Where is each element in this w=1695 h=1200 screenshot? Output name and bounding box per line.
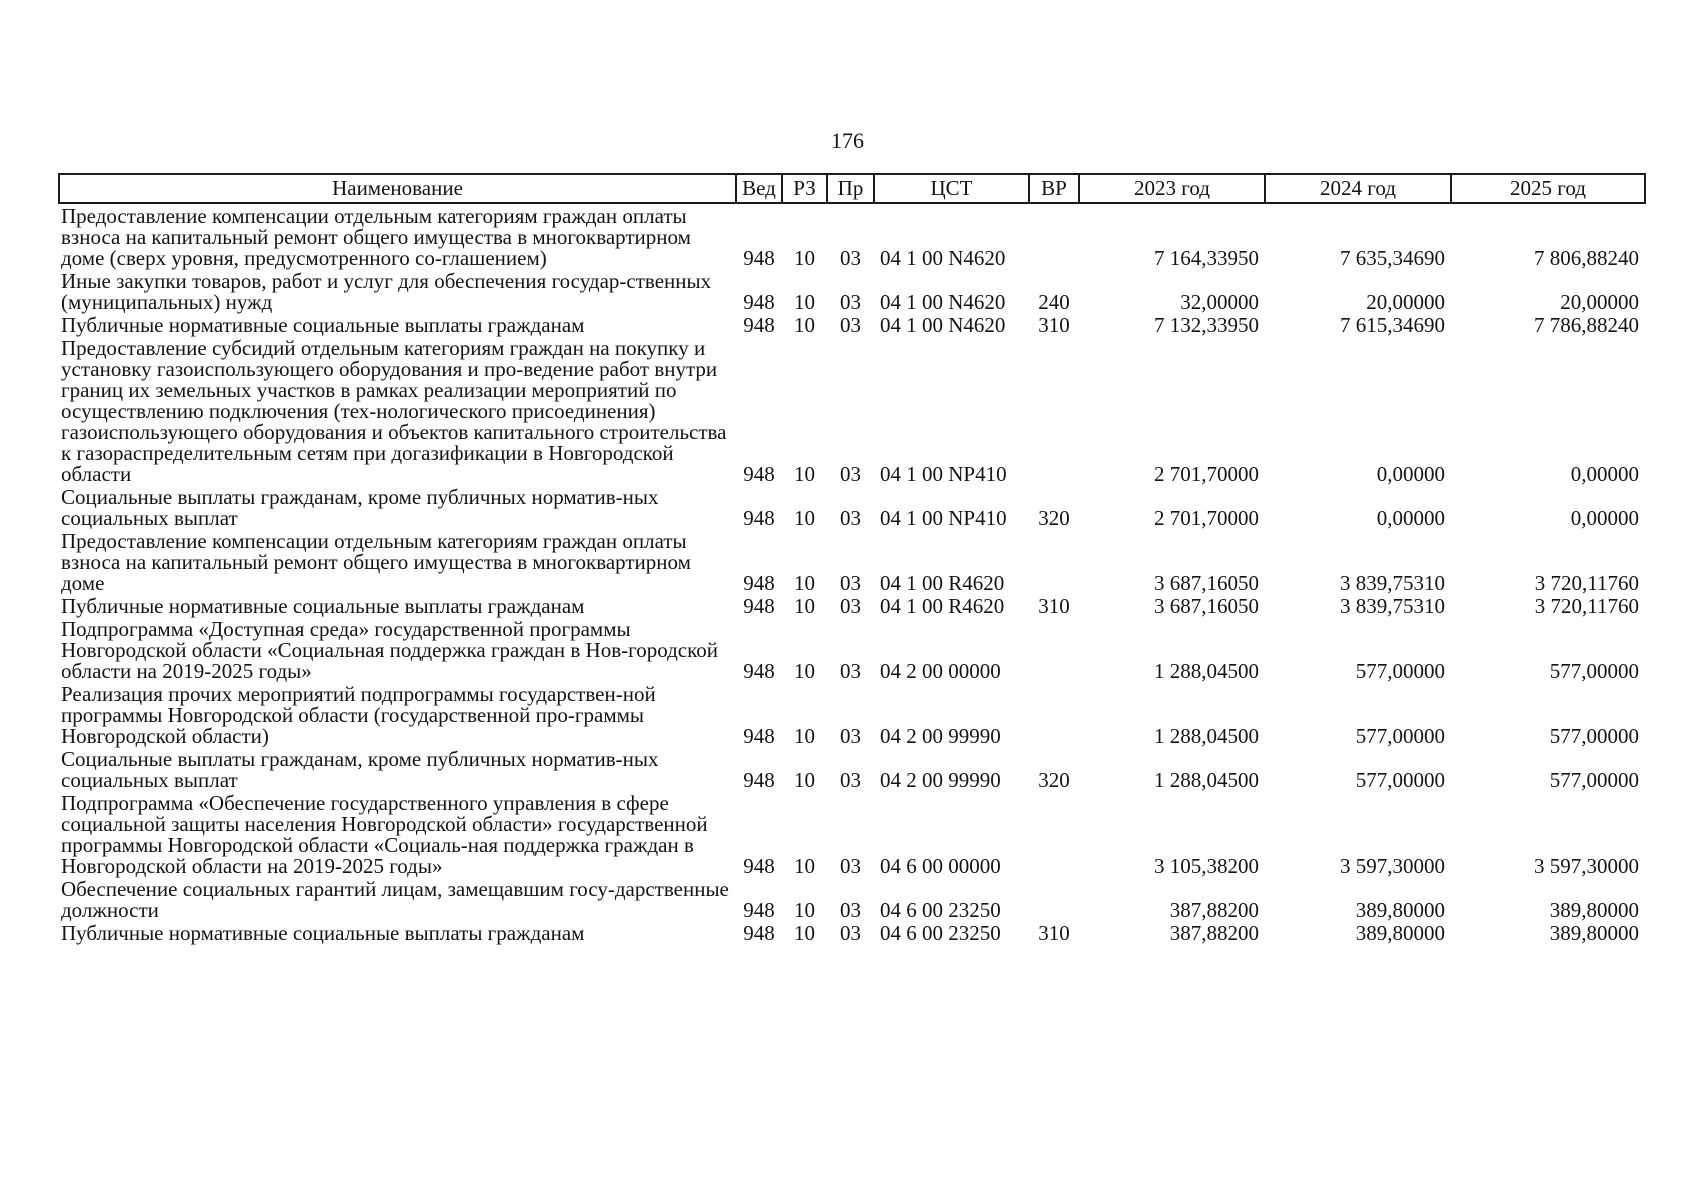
row-ved: 948 bbox=[743, 724, 775, 748]
row-ved: 948 bbox=[743, 898, 775, 922]
row-value-2025: 0,00000 bbox=[1570, 506, 1639, 530]
row-cst: 04 1 00 NP410 bbox=[880, 506, 1007, 530]
row-name: Социальные выплаты гражданам, кроме публичных норматив-ных социальных выплат bbox=[61, 747, 659, 792]
row-rz: 10 bbox=[794, 854, 815, 878]
row-cst: 04 1 00 N4620 bbox=[880, 313, 1006, 337]
row-value-2025: 577,00000 bbox=[1549, 768, 1639, 792]
row-ved: 948 bbox=[743, 462, 775, 486]
row-value-2025: 7 786,88240 bbox=[1534, 313, 1639, 337]
row-name: Социальные выплаты гражданам, кроме публичных норматив-ных социальных выплат bbox=[61, 485, 659, 530]
row-value-2023: 2 701,70000 bbox=[1154, 462, 1259, 486]
row-rz: 10 bbox=[794, 724, 815, 748]
row-cst: 04 1 00 R4620 bbox=[880, 594, 1005, 618]
row-value-2025: 389,80000 bbox=[1549, 921, 1639, 945]
row-pr: 03 bbox=[840, 290, 861, 314]
row-vr: 240 bbox=[1038, 290, 1070, 314]
row-cst: 04 2 00 00000 bbox=[880, 659, 1001, 683]
row-value-2024: 389,80000 bbox=[1355, 921, 1445, 945]
row-vr bbox=[1029, 877, 1079, 921]
row-value-2025: 3 597,30000 bbox=[1534, 854, 1639, 878]
row-vr bbox=[1029, 682, 1079, 747]
row-value-2023: 2 701,70000 bbox=[1154, 506, 1259, 530]
row-value-2025: 7 806,88240 bbox=[1534, 246, 1639, 270]
row-cst: 04 1 00 N4620 bbox=[880, 246, 1006, 270]
header-2025: 2025 год bbox=[1451, 174, 1645, 203]
row-value-2024: 389,80000 bbox=[1355, 898, 1445, 922]
row-vr bbox=[1029, 617, 1079, 682]
row-ved: 948 bbox=[743, 768, 775, 792]
row-value-2024: 3 839,75310 bbox=[1340, 594, 1445, 618]
row-vr bbox=[1029, 203, 1079, 269]
row-cst: 04 2 00 99990 bbox=[880, 768, 1001, 792]
row-value-2024: 7 615,34690 bbox=[1340, 313, 1445, 337]
row-rz: 10 bbox=[794, 290, 815, 314]
row-rz: 10 bbox=[794, 571, 815, 595]
row-vr: 310 bbox=[1038, 313, 1070, 337]
row-vr: 320 bbox=[1038, 506, 1070, 530]
row-ved: 948 bbox=[743, 571, 775, 595]
table-row bbox=[59, 617, 1645, 682]
table-header bbox=[59, 174, 1645, 203]
row-rz: 10 bbox=[794, 506, 815, 530]
table-row bbox=[59, 485, 1645, 529]
header-vr: ВР bbox=[1029, 174, 1079, 203]
row-name: Публичные нормативные социальные выплаты гражданам bbox=[61, 921, 585, 945]
row-pr: 03 bbox=[840, 462, 861, 486]
row-vr: 310 bbox=[1038, 921, 1070, 945]
row-name: Иные закупки товаров, работ и услуг для обеспечения государ-ственных (муниципальных) нужд bbox=[61, 269, 712, 314]
row-value-2024: 577,00000 bbox=[1355, 724, 1445, 748]
row-pr: 03 bbox=[840, 659, 861, 683]
row-value-2025: 577,00000 bbox=[1549, 724, 1639, 748]
row-value-2024: 3 839,75310 bbox=[1340, 571, 1445, 595]
row-name: Публичные нормативные социальные выплаты гражданам bbox=[61, 313, 585, 337]
table-row bbox=[59, 269, 1645, 313]
row-value-2024: 577,00000 bbox=[1355, 659, 1445, 683]
row-value-2025: 0,00000 bbox=[1570, 462, 1639, 486]
row-rz: 10 bbox=[794, 462, 815, 486]
row-name: Публичные нормативные социальные выплаты гражданам bbox=[61, 594, 585, 618]
row-ved: 948 bbox=[743, 506, 775, 530]
table-row bbox=[59, 336, 1645, 485]
row-rz: 10 bbox=[794, 768, 815, 792]
row-value-2023: 1 288,04500 bbox=[1154, 659, 1259, 683]
row-cst: 04 6 00 23250 bbox=[880, 921, 1001, 945]
row-rz: 10 bbox=[794, 594, 815, 618]
row-cst: 04 6 00 00000 bbox=[880, 854, 1001, 878]
row-pr: 03 bbox=[840, 921, 861, 945]
row-value-2025: 577,00000 bbox=[1549, 659, 1639, 683]
row-rz: 10 bbox=[794, 246, 815, 270]
row-name: Предоставление субсидий отдельным категориям граждан на покупку и установку газоиспользующего оборудования и про-ведение работ внутри границ их земельных участков в рамках реализации мероприятий по осуществлению подключения (тех-нологического присоединения) газоиспользующего оборудования и объектов капитального строительства к газораспределительным сетям при догазификации в Новгородской области bbox=[61, 336, 727, 486]
row-pr: 03 bbox=[840, 594, 861, 618]
row-value-2023: 1 288,04500 bbox=[1154, 768, 1259, 792]
row-pr: 03 bbox=[840, 724, 861, 748]
row-cst: 04 2 00 99990 bbox=[880, 724, 1001, 748]
row-value-2023: 3 687,16050 bbox=[1154, 571, 1259, 595]
row-name: Предоставление компенсации отдельным категориям граждан оплаты взноса на капитальный ремонт общего имущества в многоквартирном доме (сверх уровня, предусмотренного со-глашением) bbox=[61, 204, 691, 270]
row-pr: 03 bbox=[840, 571, 861, 595]
row-vr bbox=[1029, 336, 1079, 485]
row-cst: 04 1 00 NP410 bbox=[880, 462, 1007, 486]
table-row bbox=[59, 877, 1645, 921]
row-value-2023: 7 132,33950 bbox=[1154, 313, 1259, 337]
row-value-2025: 3 720,11760 bbox=[1534, 571, 1639, 595]
row-cst: 04 6 00 23250 bbox=[880, 898, 1001, 922]
row-vr: 310 bbox=[1038, 594, 1070, 618]
row-name: Подпрограмма «Доступная среда» государственной программы Новгородской области «Социальная поддержка граждан в Нов-городской области на 2019-2025 годы» bbox=[61, 617, 718, 683]
row-value-2025: 20,00000 bbox=[1560, 290, 1639, 314]
table-body bbox=[59, 203, 1645, 944]
row-rz: 10 bbox=[794, 921, 815, 945]
row-value-2024: 7 635,34690 bbox=[1340, 246, 1445, 270]
row-value-2024: 0,00000 bbox=[1376, 506, 1445, 530]
row-value-2023: 3 105,38200 bbox=[1154, 854, 1259, 878]
row-rz: 10 bbox=[794, 313, 815, 337]
row-name: Обеспечение социальных гарантий лицам, замещавшим госу-дарственные должности bbox=[61, 877, 729, 922]
row-value-2024: 3 597,30000 bbox=[1340, 854, 1445, 878]
row-value-2025: 3 720,11760 bbox=[1534, 594, 1639, 618]
row-vr bbox=[1029, 529, 1079, 594]
row-value-2024: 577,00000 bbox=[1355, 768, 1445, 792]
row-value-2023: 1 288,04500 bbox=[1154, 724, 1259, 748]
row-value-2023: 3 687,16050 bbox=[1154, 594, 1259, 618]
row-vr: 320 bbox=[1038, 768, 1070, 792]
header-pr: Пр bbox=[827, 174, 874, 203]
header-rz: РЗ bbox=[782, 174, 827, 203]
row-ved: 948 bbox=[743, 659, 775, 683]
table-row bbox=[59, 594, 1645, 617]
row-value-2023: 7 164,33950 bbox=[1154, 246, 1259, 270]
row-pr: 03 bbox=[840, 854, 861, 878]
row-value-2025: 389,80000 bbox=[1549, 898, 1639, 922]
row-name: Подпрограмма «Обеспечение государственного управления в сфере социальной защиты населения Новгородской области» государственной программы Новгородской области «Социаль-ная поддержка граждан в Новгородской области на 2019-2025 годы» bbox=[61, 791, 708, 878]
row-cst: 04 1 00 R4620 bbox=[880, 571, 1005, 595]
row-value-2023: 387,88200 bbox=[1169, 898, 1259, 922]
page-number: 176 bbox=[831, 128, 864, 153]
row-value-2024: 20,00000 bbox=[1366, 290, 1445, 314]
row-pr: 03 bbox=[840, 898, 861, 922]
table-row bbox=[59, 529, 1645, 594]
row-rz: 10 bbox=[794, 898, 815, 922]
row-rz: 10 bbox=[794, 659, 815, 683]
row-ved: 948 bbox=[743, 594, 775, 618]
row-name: Реализация прочих мероприятий подпрограммы государствен-ной программы Новгородской области (государственной про-граммы Новгородской области) bbox=[61, 682, 656, 748]
table-row bbox=[59, 747, 1645, 791]
row-pr: 03 bbox=[840, 313, 861, 337]
row-pr: 03 bbox=[840, 246, 861, 270]
table-row bbox=[59, 203, 1645, 269]
row-pr: 03 bbox=[840, 768, 861, 792]
row-ved: 948 bbox=[743, 246, 775, 270]
header-2023: 2023 год bbox=[1079, 174, 1265, 203]
header-2024: 2024 год bbox=[1265, 174, 1451, 203]
row-ved: 948 bbox=[743, 921, 775, 945]
table-row bbox=[59, 682, 1645, 747]
header-ved: Вед bbox=[736, 174, 782, 203]
table-row bbox=[59, 791, 1645, 877]
header-name: Наименование bbox=[59, 174, 736, 203]
row-cst: 04 1 00 N4620 bbox=[880, 290, 1006, 314]
budget-table bbox=[58, 173, 1646, 944]
row-vr bbox=[1029, 791, 1079, 877]
row-name: Предоставление компенсации отдельным категориям граждан оплаты взноса на капитальный ремонт общего имущества в многоквартирном доме bbox=[61, 529, 691, 595]
header-cst: ЦСТ bbox=[874, 174, 1029, 203]
row-ved: 948 bbox=[743, 854, 775, 878]
row-value-2024: 0,00000 bbox=[1376, 462, 1445, 486]
row-value-2023: 32,00000 bbox=[1180, 290, 1259, 314]
row-ved: 948 bbox=[743, 313, 775, 337]
table-row bbox=[59, 313, 1645, 336]
row-value-2023: 387,88200 bbox=[1169, 921, 1259, 945]
row-ved: 948 bbox=[743, 290, 775, 314]
table-row bbox=[59, 921, 1645, 944]
row-pr: 03 bbox=[840, 506, 861, 530]
